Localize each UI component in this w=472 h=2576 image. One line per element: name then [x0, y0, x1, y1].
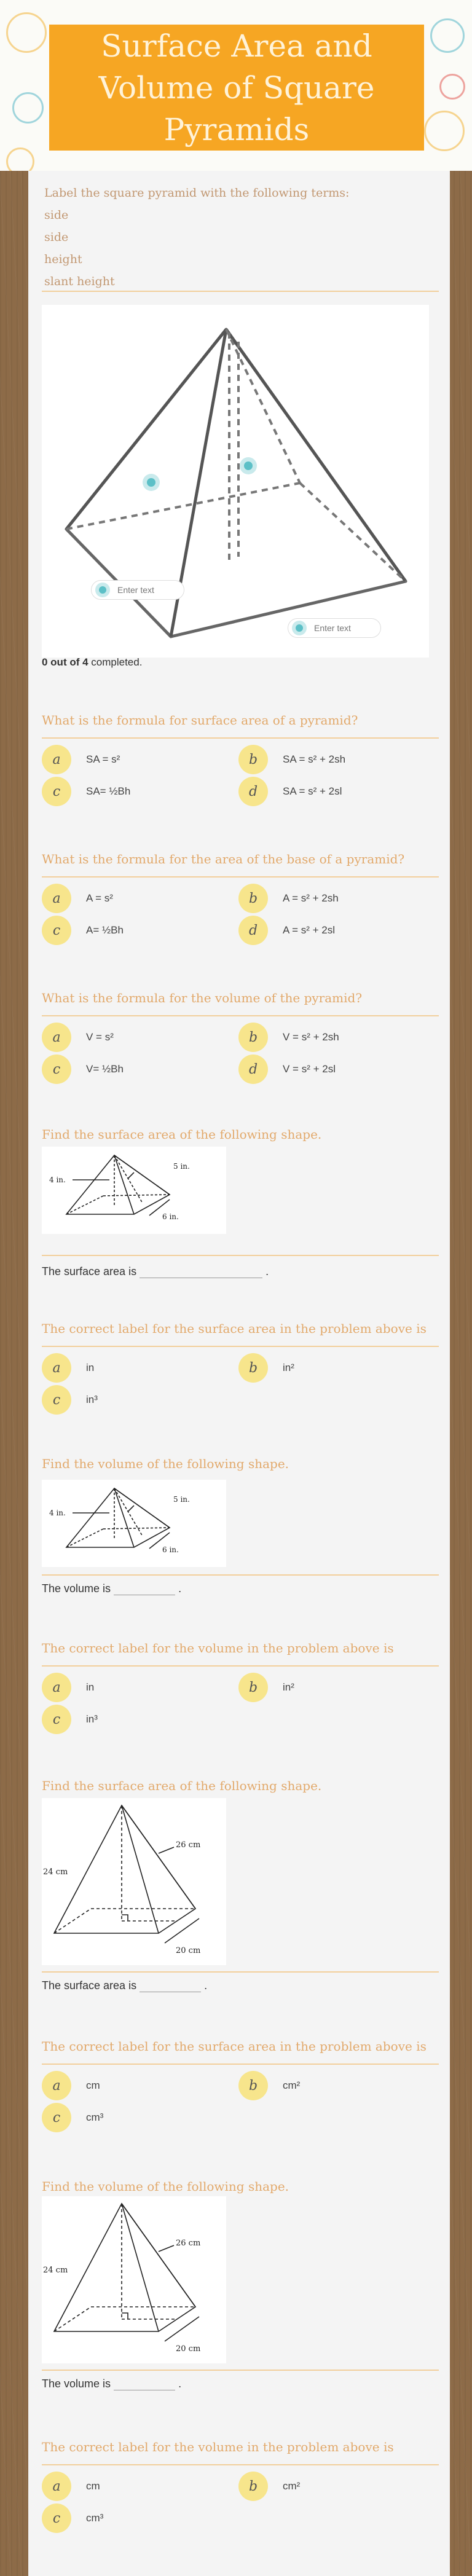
question-title: The correct label for the surface area in the problem above is — [42, 2039, 427, 2054]
title-box — [49, 25, 424, 151]
label-prompt: Label the square pyramid with the following terms: — [44, 186, 350, 200]
option-c[interactable]: c V= ½Bh — [42, 1054, 124, 1084]
answer-line: The volume is . — [42, 2378, 182, 2390]
option-a[interactable]: a A = s² — [42, 884, 113, 913]
term-side-1: side — [44, 208, 69, 222]
answer-blank[interactable] — [140, 1979, 201, 1992]
option-b[interactable]: b in² — [238, 1673, 294, 1702]
fig-label-slant: 5 in. — [173, 1162, 190, 1171]
pyramid-label-figure — [42, 305, 429, 658]
small-pyramid-figure — [42, 1147, 226, 1234]
question-title: Find the surface area of the following shape. — [42, 1127, 322, 1142]
fig-label-side: 20 cm — [176, 1946, 201, 1955]
divider — [42, 1346, 439, 1347]
term-height: height — [44, 253, 82, 266]
lightbulb-doodle-icon — [6, 12, 47, 53]
label-placeholder: Enter text — [117, 585, 154, 595]
answer-blank[interactable] — [114, 2377, 175, 2390]
answer-line: The surface area is . — [42, 1979, 208, 1992]
divider — [42, 2370, 439, 2371]
question-title: The correct label for the surface area in the problem above is — [42, 1321, 427, 1336]
label-marker[interactable] — [143, 474, 160, 491]
answer-blank[interactable] — [114, 1582, 175, 1595]
small-pyramid-diagram — [42, 1480, 226, 1567]
question-title: The correct label for the volume in the problem above is — [42, 2440, 394, 2454]
worksheet — [28, 171, 450, 2576]
header-band — [0, 0, 472, 171]
option-a[interactable]: a cm — [42, 2472, 100, 2501]
fig-label-side: 6 in. — [162, 1545, 179, 1554]
divider — [42, 291, 439, 292]
lightbulb-doodle-icon — [424, 111, 465, 151]
option-a[interactable]: a in — [42, 1353, 94, 1383]
label-question — [44, 182, 349, 293]
marker-dot-icon — [292, 621, 307, 635]
option-d[interactable]: d SA = s² + 2sl — [238, 777, 342, 806]
small-pyramid-diagram — [42, 1147, 226, 1234]
question-title: Find the volume of the following shape. — [42, 1456, 289, 1471]
divider — [42, 1255, 439, 1256]
doodle-circle-icon — [12, 92, 44, 124]
question-title: The correct label for the volume in the problem above is — [42, 1641, 394, 1655]
divider — [42, 2064, 439, 2065]
large-pyramid-diagram — [42, 2196, 226, 2363]
option-d[interactable]: d A = s² + 2sl — [238, 916, 335, 945]
fig-label-slant: 5 in. — [173, 1495, 190, 1504]
option-c[interactable]: c cm³ — [42, 2503, 103, 2533]
term-slant-height: slant height — [44, 275, 115, 288]
label-marker[interactable] — [240, 457, 257, 474]
answer-blank[interactable] — [140, 1265, 262, 1278]
question-title: Find the volume of the following shape. — [42, 2179, 289, 2194]
answer-line: The volume is . — [42, 1582, 182, 1595]
fig-label-height: 4 in. — [49, 1509, 66, 1517]
page-title: Surface Area and Volume of Square Pyramids — [98, 28, 375, 147]
option-a[interactable]: a in — [42, 1673, 94, 1702]
large-pyramid-diagram — [42, 1798, 226, 1965]
marker-dot-icon — [95, 583, 110, 597]
divider — [42, 1971, 439, 1973]
question-title: Find the surface area of the following shape. — [42, 1778, 322, 1793]
fig-label-side: 20 cm — [176, 2344, 201, 2354]
fig-label-side: 6 in. — [162, 1212, 179, 1221]
divider — [42, 737, 439, 739]
label-input[interactable] — [91, 580, 184, 600]
answer-line: The surface area is . — [42, 1265, 269, 1278]
pyramid-diagram — [42, 305, 429, 658]
option-b[interactable]: b A = s² + 2sh — [238, 884, 339, 913]
large-pyramid-figure — [42, 2196, 226, 2363]
progress-text: 0 out of 4 completed. — [42, 656, 143, 668]
option-b[interactable]: b in² — [238, 1353, 294, 1383]
question-title: What is the formula for the area of the base of a pyramid? — [42, 852, 405, 866]
fig-label-height: 4 in. — [49, 1176, 66, 1184]
question-title: What is the formula for surface area of a pyramid? — [42, 713, 358, 728]
doodle-circle-icon — [6, 147, 34, 171]
divider — [42, 2464, 439, 2465]
option-a[interactable]: a SA = s² — [42, 745, 120, 774]
question-title: What is the formula for the volume of the pyramid? — [42, 991, 363, 1005]
option-b[interactable]: b cm² — [238, 2071, 300, 2100]
divider — [42, 876, 439, 878]
option-c[interactable]: c cm³ — [42, 2103, 103, 2132]
option-a[interactable]: a V = s² — [42, 1023, 114, 1052]
fig-label-height: 24 cm — [43, 2266, 68, 2275]
doodle-circle-icon — [439, 74, 465, 100]
option-c[interactable]: c in³ — [42, 1385, 98, 1415]
large-pyramid-figure — [42, 1798, 226, 1965]
divider — [42, 1015, 439, 1016]
option-c[interactable]: c in³ — [42, 1705, 98, 1734]
fig-label-height: 24 cm — [43, 1867, 68, 1877]
divider — [42, 1665, 439, 1667]
option-d[interactable]: d V = s² + 2sl — [238, 1054, 336, 1084]
option-c[interactable]: c SA= ½Bh — [42, 777, 130, 806]
divider — [42, 1574, 439, 1576]
option-b[interactable]: b SA = s² + 2sh — [238, 745, 345, 774]
doodle-circle-icon — [430, 18, 465, 53]
option-c[interactable]: c A= ½Bh — [42, 916, 124, 945]
small-pyramid-figure — [42, 1480, 226, 1567]
fig-label-slant: 26 cm — [176, 2239, 201, 2248]
option-b[interactable]: b V = s² + 2sh — [238, 1023, 339, 1052]
label-input[interactable] — [288, 618, 381, 638]
term-side-2: side — [44, 230, 69, 244]
option-a[interactable]: a cm — [42, 2071, 100, 2100]
label-placeholder: Enter text — [314, 623, 351, 633]
option-b[interactable]: b cm² — [238, 2472, 300, 2501]
fig-label-slant: 26 cm — [176, 1840, 201, 1850]
